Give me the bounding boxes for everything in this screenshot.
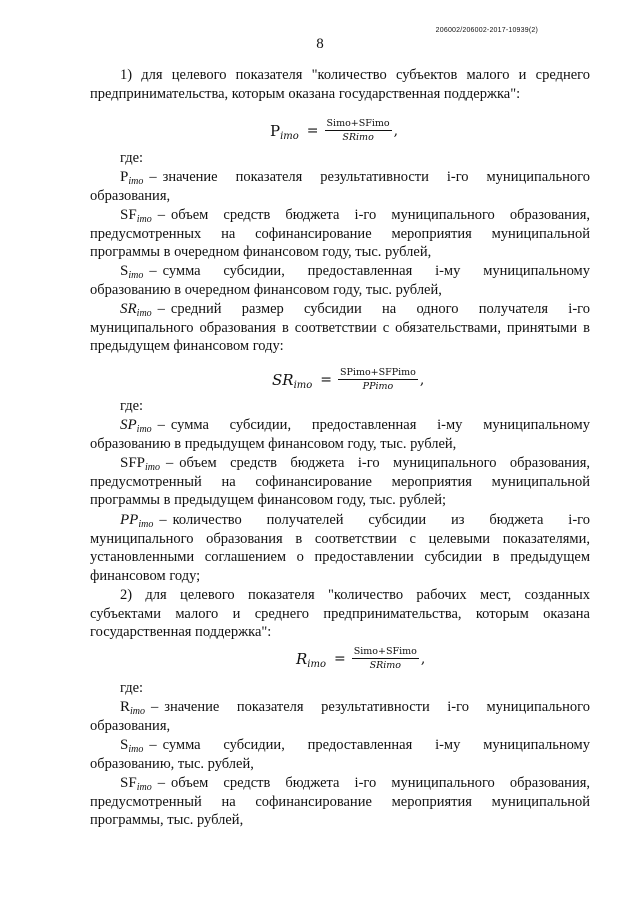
fraction-numerator: Simo+SFimo — [353, 646, 417, 657]
equals-sign: = — [334, 650, 346, 667]
fraction-denominator: PPimo — [362, 381, 394, 392]
fraction — [352, 646, 419, 671]
definition-sf-imo-2: $SF_{imo}$ – объем средств бюджета i-го муниципального образования, предусмотренный на софинансирование мероприятия муниципальной программы, тыс. рублей, — [90, 775, 590, 828]
formula-sr-imo — [272, 367, 424, 392]
formula-p-imo — [270, 118, 398, 143]
formula-lhs: $R_{imo}$ — [296, 649, 326, 670]
where-label: где: — [120, 680, 144, 696]
item-2-paragraph: 2) для целевого показателя "количество рабочих мест, созданных субъектами малого и среднего предпринимательства, которым оказана государственная поддержка": — [90, 587, 590, 640]
definition-sr-imo: $SR_{imo}$ – средний размер субсидии на одного получателя i-го муниципального образования в соответствии с обязательствами, принятыми в предыдущем финансовом году: — [90, 301, 590, 354]
definition-sf-imo: $SF_{imo}$ – объем средств бюджета i-го муниципального образования, предусмотренных на софинансирование мероприятия муниципальной программы в очередном финансовом году, тыс. рублей, — [90, 207, 590, 260]
fraction-numerator: Simo+SFimo — [326, 118, 390, 129]
page-number: 8 — [316, 36, 324, 52]
fraction-denominator: SRimo — [342, 132, 374, 143]
formula-r-imo — [296, 646, 425, 671]
fraction-denominator: SRimo — [369, 660, 401, 671]
definition-r-imo: $R_{imo}$ – значение показателя результативности i-го муниципального образования, — [90, 699, 590, 734]
fraction — [338, 367, 418, 392]
formula-comma: , — [393, 122, 399, 139]
definition-s-imo-2: $S_{imo}$ – сумма субсидии, предоставленная i-му муниципальному образованию, тыс. рублей, — [90, 737, 590, 772]
formula-comma: , — [419, 371, 425, 388]
definition-sp-imo: $SP_{imo}$ – сумма субсидии, предоставленная i-му муниципальному образованию в предыдущем финансовом году, тыс. рублей, — [90, 417, 590, 452]
formula-lhs: $P_{imo}$ — [270, 121, 299, 142]
formula-comma: , — [420, 650, 426, 667]
formula-lhs: $SR_{imo}$ — [272, 370, 313, 391]
definition-p-imo: $P_{imo}$ – значение показателя результативности i-го муниципального образования, — [90, 169, 590, 204]
definition-s-imo: $S_{imo}$ – сумма субсидии, предоставленная i-му муниципальному образованию в очередном финансовом году, тыс. рублей, — [90, 263, 590, 298]
document-id: 206002/206002-2017-10939(2) — [435, 27, 538, 34]
where-label: где: — [120, 398, 144, 414]
where-label: где: — [120, 150, 144, 166]
fraction-numerator: SPimo+SFPimo — [340, 367, 416, 378]
fraction — [325, 118, 392, 143]
equals-sign: = — [320, 371, 333, 388]
item-1-paragraph: 1) для целевого показателя "количество субъектов малого и среднего предпринимательства, которым оказана государственная поддержка": — [90, 67, 590, 102]
definition-pp-imo: $PP_{imo}$ – количество получателей субсидии из бюджета i-го муниципального образования в соответствии с целевыми показателями, установленными соглашением о предоставлении субсидии в предыдущем финансовом году; — [90, 512, 590, 584]
definition-sfp-imo: $SFP_{imo}$ – объем средств бюджета i-го муниципального образования, предусмотренный на софинансирование мероприятия муниципальной программы в предыдущем финансовом году, тыс. рублей; — [90, 455, 590, 508]
equals-sign: = — [306, 122, 319, 139]
